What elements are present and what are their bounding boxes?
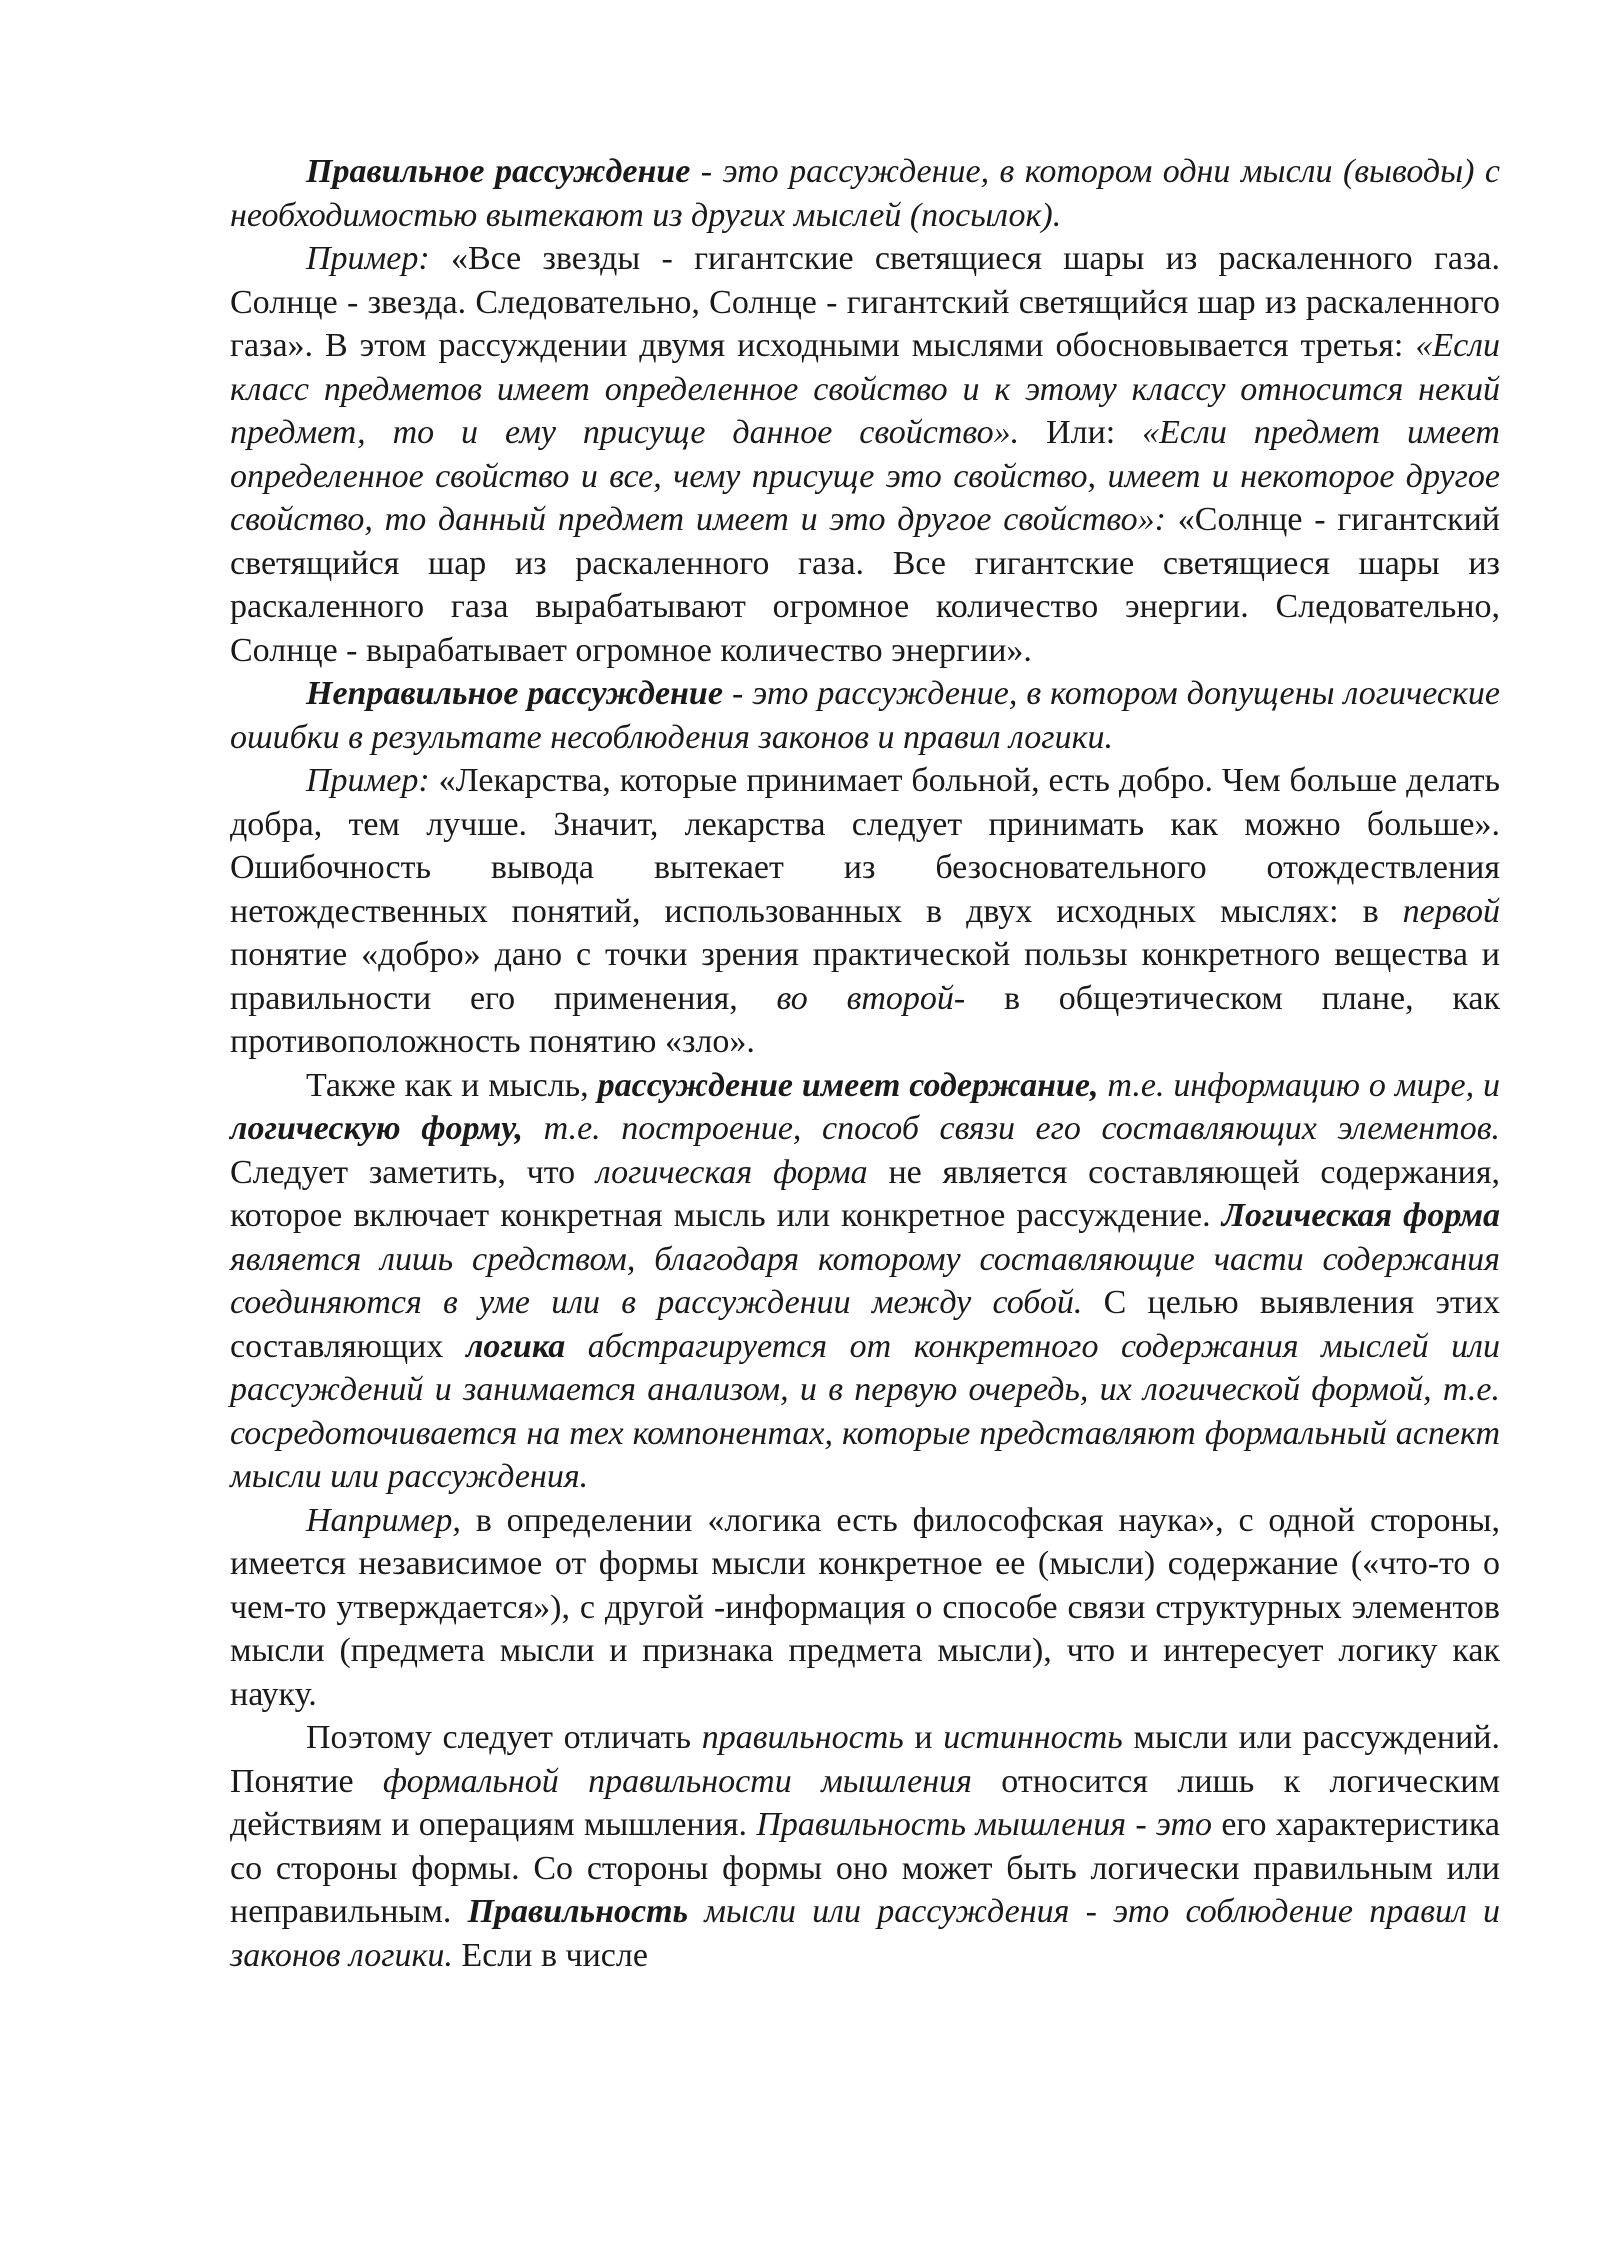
italic-text-run: правильность: [701, 1719, 904, 1756]
text-run: относится лишь к логическим действиям и операциям мышления.: [230, 1762, 1500, 1843]
text-run: С целью выявления этих составляющих: [230, 1284, 1500, 1365]
italic-text-run: Например,: [306, 1501, 461, 1539]
italic-text-run: абстрагируется от конкретного содержания мыслей или рассуждений и занимается анализом, и в первую очередь, их логической формой, т.е. сосредоточивается на тех компонентах, которые представляют формальный аспект мысли или рассуждения.: [230, 1327, 1500, 1495]
italic-text-run: во второй: [776, 979, 954, 1017]
text-paragraph: [230, 1499, 1500, 1717]
text-paragraph: [230, 759, 1500, 1064]
italic-text-run: истинность: [943, 1719, 1123, 1756]
italic-text-run: - это рассуждение, в котором допущены логические ошибки в результате несоблюдения законов и правил логики.: [230, 675, 1500, 756]
text-run: Или:: [1019, 414, 1143, 451]
italic-text-run: т.е. информацию о мире, и: [1098, 1066, 1500, 1104]
italic-text-run: Пример:: [306, 240, 430, 277]
text-run: Следует заметить, что: [230, 1153, 596, 1191]
italic-text-run: «Если класс предметов имеет определенное свойство и к этому классу относится некий предмет, то и ему присуще данное свойство».: [230, 327, 1500, 451]
italic-text-run: логическая форма: [595, 1153, 868, 1191]
text-paragraph: [230, 672, 1500, 759]
text-run: не является составляющей содержания, которое включает конкретная мысль или конкретное рассуждение.: [230, 1153, 1501, 1234]
text-run: и: [903, 1719, 944, 1756]
text-run: понятие «добро» дано с точки зрения практической пользы конкретного вещества и правильности его применения,: [230, 936, 1500, 1017]
text-run: - в общеэтическом плане, как противоположность понятию «зло».: [230, 979, 1500, 1060]
text-run: Если в числе: [452, 1936, 648, 1974]
text-paragraph: [230, 1064, 1500, 1499]
text-run: Также как и мысль,: [306, 1066, 598, 1104]
text-run: его характеристика со стороны формы. Со стороны формы оно может быть логически правильным или неправильным.: [230, 1806, 1500, 1930]
italic-text-run: т.е. построение, способ связи его составляющих элементов.: [523, 1110, 1500, 1147]
text-run: «Все звезды - гигантские светящиеся шары из раскаленного газа. Солнце - звезда. Следовательно, Солнце - гигантский светящийся шар из раскаленного газа». В этом рассуждении двумя исходными мыслями обосновывается третья:: [230, 240, 1500, 364]
document-page: [230, 150, 1500, 1977]
text-run: «Лекарства, которые принимает больной, есть добро. Чем больше делать добра, тем лучше. Значит, лекарства следует принимать как можно больше». Ошибочность вывода вытекает из безосновательного отождествления нетождественных понятий, использованных в двух исходных мыслях: в: [230, 762, 1500, 930]
text-run: Поэтому следует отличать: [306, 1719, 702, 1756]
emphasized-term: Неправильное рассуждение: [306, 675, 723, 712]
italic-text-run: мысли или рассуждения - это соблюдение правил и законов логики.: [230, 1893, 1500, 1974]
emphasized-term: рассуждение имеет содержание,: [597, 1066, 1099, 1104]
emphasized-term: Правильность: [467, 1893, 689, 1930]
italic-text-run: - это рассуждение, в котором одни мысли (выводы) с необходимостью вытекают из других мыслей (посылок).: [230, 153, 1501, 234]
italic-text-run: Правильность мышления - это: [756, 1806, 1213, 1843]
italic-text-run: первой: [1402, 892, 1500, 930]
italic-text-run: является лишь средством, благодаря которому составляющие части содержания соединяются в уме или в рассуждении между собой.: [230, 1240, 1500, 1321]
emphasized-term: логика: [465, 1327, 566, 1365]
italic-text-run: Пример:: [306, 762, 430, 799]
emphasized-term: Логическая форма: [1221, 1197, 1500, 1234]
italic-text-run: формальной правильности мышления: [382, 1762, 972, 1800]
text-paragraph: [230, 237, 1500, 672]
text-run: «Солнце - гигантский светящийся шар из раскаленного газа. Все гигантские светящиеся шары из раскаленного газа вырабатывают огромное количество энергии. Следовательно, Солнце - вырабатывает огромное количество энергии».: [230, 501, 1500, 669]
italic-text-run: «Если предмет имеет определенное свойство и все, чему присуще это свойство, имеет и некоторое другое свойство, то данный предмет имеет и это другое свойство»:: [230, 414, 1500, 538]
text-paragraph: [230, 1716, 1500, 1977]
text-run: мысли или рассуждений. Понятие: [230, 1719, 1500, 1800]
text-paragraph: [230, 150, 1500, 237]
text-run: в определении «логика есть философская наука», с одной стороны, имеется независимое от формы мысли конкретное ее (мысли) содержание («что-то о чем-то утверждается»), с другой -информация о способе связи структурных элементов мысли (предмета мысли и признака предмета мысли), что и интересует логику как науку.: [230, 1501, 1500, 1713]
emphasized-term: логическую форму,: [230, 1110, 524, 1147]
emphasized-term: Правильное рассуждение: [306, 153, 691, 190]
